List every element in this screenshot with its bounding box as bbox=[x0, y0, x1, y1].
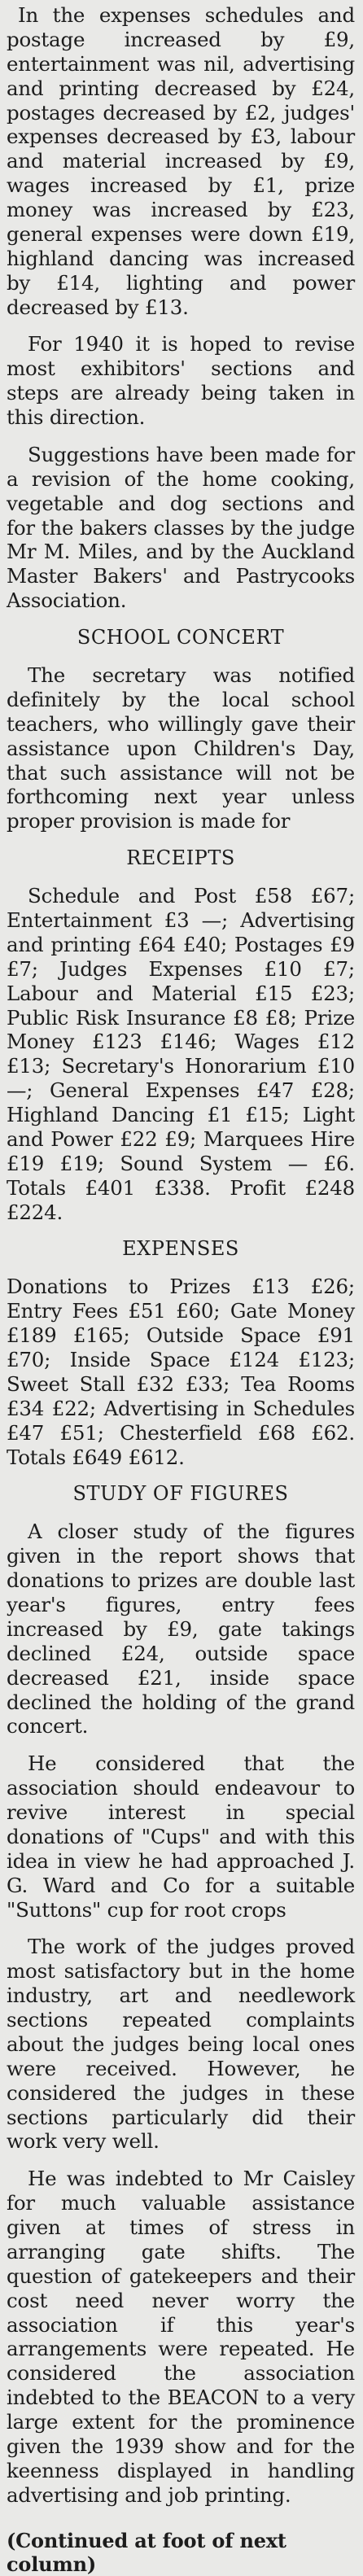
study-paragraph-3: The work of the judges proved most satisfactory but in the home industry, art and needlework sections repeated complaints about the judges being local ones were received. However, he considered the judges in these sections particularly did their work very well. bbox=[7, 1935, 355, 2154]
school-concert-paragraph: The secretary was notified definitely by the local school teachers, who willingly gave their assistance upon Children's Day, that such assistance will not be forthcoming next year unless proper provision is made for bbox=[7, 663, 355, 833]
continued-note: (Continued at foot of next column) bbox=[7, 2529, 355, 2576]
receipts-paragraph: Schedule and Post £58 £67; Entertainment £3 —; Advertising and printing £64 £40; Postages £9 £7; Judges Expenses £10 £7; Labour and Material £15 £23; Public Risk Insurance £8 £8; Prize Money £123 £146; Wages £12 £13; Secretary's Honorarium £10 —; General Expenses £47 £28; Highland Dancing £1 £15; Light and Power £22 £9; Marquees Hire £19 £19; Sound System — £6. Totals £401 £338. Profit £248 £224. bbox=[7, 884, 355, 1224]
study-paragraph-2: He considered that the association should endeavour to revive interest in special donations of "Cups" and with this idea in view he had approached J. G. Ward and Co for a suitable "Suttons" cup for root crops bbox=[7, 1752, 355, 1922]
study-paragraph-1: A closer study of the figures given in the report shows that donations to prizes are double last year's figures, entry fees increased by £9, gate takings declined £24, outside space decreased £21, inside space declined the holding of the grand concert. bbox=[7, 1520, 355, 1738]
expenses-paragraph: Donations to Prizes £13 £26; Entry Fees £51 £60; Gate Money £189 £165; Outside Space £91 £70; Inside Space £124 £123; Sweet Stall £32 £33; Tea Rooms £34 £22; Advertising in Schedules £47 £51; Chesterfield £68 £62. Totals £649 £612. bbox=[7, 1275, 355, 1469]
intro-paragraph-3: Suggestions have been made for a revision of the home cooking, vegetable and dog sections and for the bakers classes by the judge Mr M. Miles, and by the Auckland Master Bakers' and Pastrycooks Association. bbox=[7, 443, 355, 613]
receipts-heading: RECEIPTS bbox=[7, 846, 355, 869]
intro-paragraph-1: In the expenses schedules and postage increased by £9, entertainment was nil, advertising and printing decreased by £24, postages decreased by £2, judges' expenses decreased by £3, labour and material increased by £9, wages increased by £1, prize money was increased by £23, general expenses were down £19, highland dancing was increased by £14, lighting and power decreased by £13. bbox=[7, 3, 355, 319]
study-of-figures-heading: STUDY OF FIGURES bbox=[7, 1482, 355, 1505]
study-paragraph-4: He was indebted to Mr Caisley for much valuable assistance given at times of stress in arranging gate shifts. The question of gatekeepers and their cost need never worry the association if this year's arrangements were repeated. He considered the association indebted to the BEACON to a very large extent for the prominence given the 1939 show and for the keenness displayed in handling advertising and job printing. bbox=[7, 2167, 355, 2507]
intro-paragraph-2: For 1940 it is hoped to revise most exhibitors' sections and steps are already being taken in this direction. bbox=[7, 332, 355, 430]
expenses-heading: EXPENSES bbox=[7, 1237, 355, 1260]
school-concert-heading: SCHOOL CONCERT bbox=[7, 626, 355, 649]
